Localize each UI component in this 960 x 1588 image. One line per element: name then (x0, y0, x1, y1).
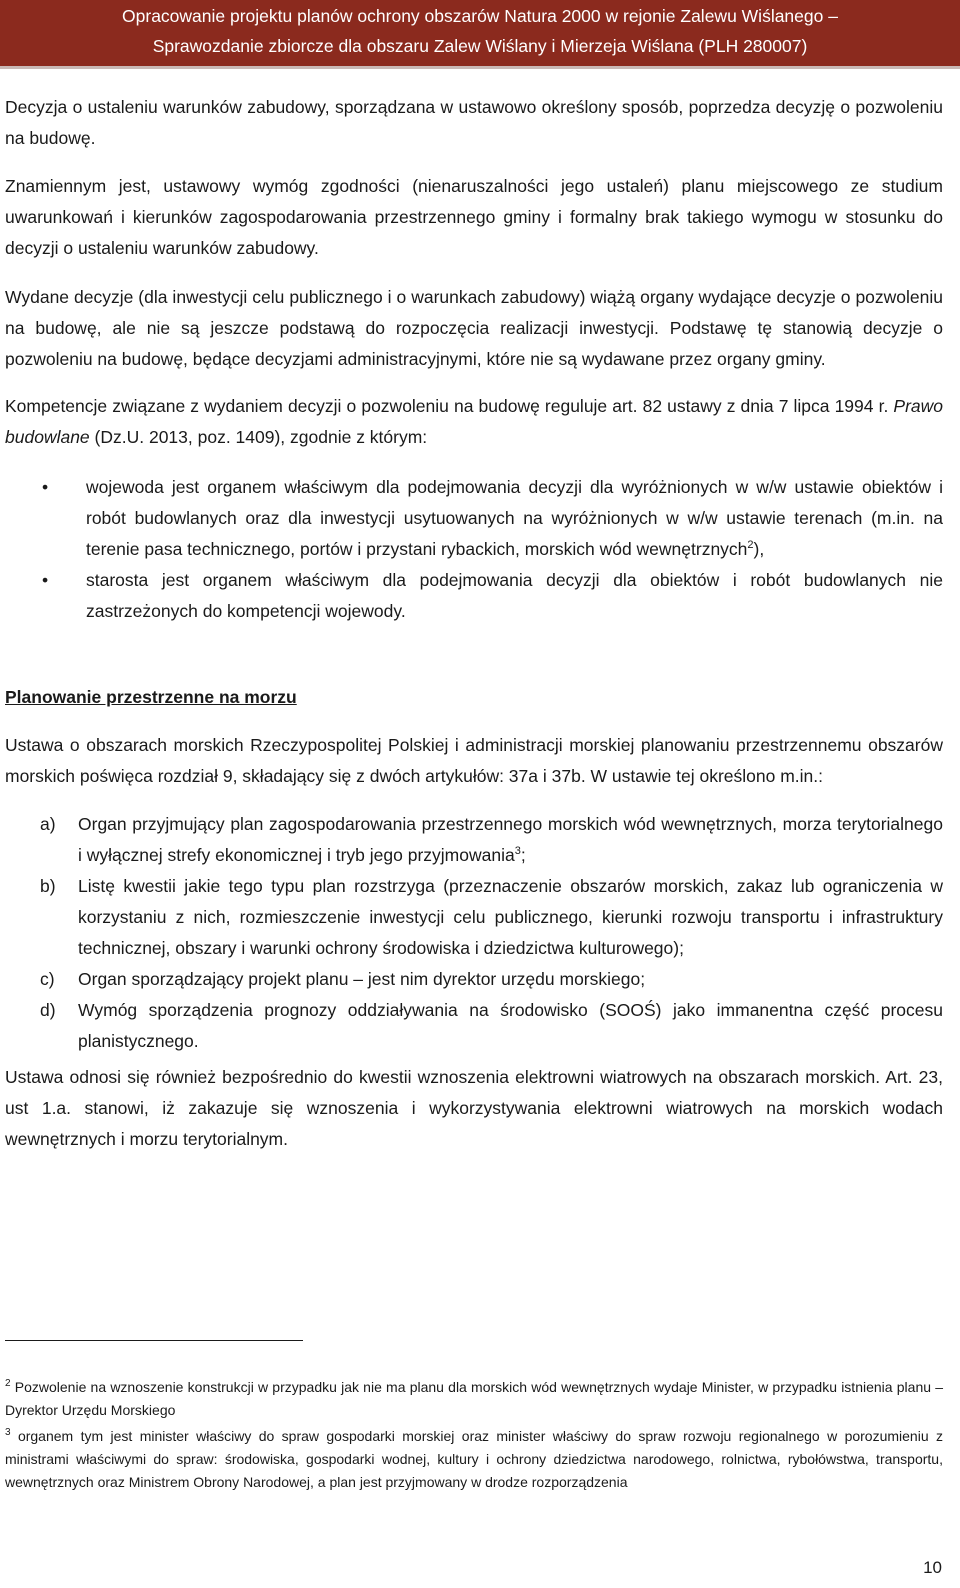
list-item (5, 871, 943, 964)
footnote-2 (5, 1376, 943, 1422)
paragraph-competences-ref: (Dz.U. 2013, poz. 1409), zgodnie z którym: (89, 427, 428, 447)
act-provisions-list (5, 809, 943, 1057)
footnote-text: organem tym jest minister właściwy do spraw gospodarki morskiej oraz minister właściwy do spraw rozwoju regionalnego w porozumieniu z ministrami właściwymi do spraw: środowiska, gospodarki wodnej, kultury i ochrony dziedzictwa narodowego, rolnictwa, rybołówstwa, transportu, wewnętrznych oraz Ministrem Obrony Narodowej, a plan jest przyjmowany w drodze rozporządzenia (5, 1428, 943, 1490)
footnotes (5, 1376, 943, 1494)
document-header (0, 0, 960, 66)
list-item-text: Wymóg sporządzenia prognozy oddziaływania na środowisko (SOOŚ) jako immanentna część procesu planistycznego. (78, 1000, 943, 1051)
list-marker: d) (40, 1000, 56, 1020)
document-body (5, 92, 943, 1155)
header-divider (0, 66, 960, 69)
footnote-number: 2 (5, 1378, 11, 1389)
list-item-voivode-text: wojewoda jest organem właściwym dla podejmowania decyzji dla wyróżnionych w w/w ustawie obiektów i robót budowlanych oraz dla inwestycji usytuowanych na wyróżnionych w w/w ustawie terenach (m.in. na terenie pasa technicznego, portów i przystani rybackich, morskich wód wewnętrznych (86, 477, 943, 559)
footnote-text: Pozwolenie na wznoszenie konstrukcji w przypadku jak nie ma planu dla morskich wód wewnętrznych wydaje Minister, w przypadku istnienia planu – Dyrektor Urzędu Morskiego (5, 1379, 943, 1418)
paragraph-maritime-act: Ustawa o obszarach morskich Rzeczypospolitej Polskiej i administracji morskiej planowaniu przestrzennemu obszarów morskich poświęca rozdział 9, składający się z dwóch artykułów: 37a i 37b. W ustawie tej określono m.in.: (5, 735, 943, 786)
law-title: Prawo budowlane (5, 396, 943, 447)
bullet-icon: • (42, 477, 49, 497)
list-item-voivode (5, 472, 943, 565)
section-heading: Planowanie przestrzenne na morzu (5, 687, 297, 707)
paragraph-wind-farms: Ustawa odnosi się również bezpośrednio do kwestii wznoszenia elektrowni wiatrowych na obszarach morskich. Art. 23, ust 1.a. stanowi, iż zakazuje się wznoszenia i wykorzystywania elektrowni wiatrowych na morskich wodach wewnętrznych i morzu terytorialnym. (5, 1067, 943, 1149)
competence-list (5, 472, 943, 627)
paragraph-decision-conditions: Decyzja o ustaleniu warunków zabudowy, sporządzana w ustawowo określony sposób, poprzedza decyzję o pozwoleniu na budowę. (5, 97, 943, 148)
list-item-text: Listę kwestii jakie tego typu plan rozstrzyga (przeznaczenie obszarów morskich, zakaz lub ograniczenia w korzystaniu z nich, rozmieszczenie inwestycji celu publicznego, kierunki rozwoju transportu i infrastruktury technicznej, obszary i warunki ochrony środowiska i dziedzictwa kulturowego); (78, 876, 943, 958)
paragraph-competences-text: Kompetencje związane z wydaniem decyzji o pozwoleniu na budowę reguluje art. 82 ustawy z dnia 7 lipca 1994 r. (5, 396, 894, 416)
list-item (5, 809, 943, 871)
footnote-number: 3 (5, 1427, 11, 1438)
list-marker: a) (40, 814, 56, 834)
footnote-3 (5, 1425, 943, 1494)
list-marker: c) (40, 969, 55, 989)
list-item-voivode-end: ), (753, 539, 765, 559)
footnote-ref-3[interactable]: 3 (514, 845, 521, 857)
list-item-starost-text: starosta jest organem właściwym dla podejmowania decyzji dla obiektów i robót budowlanych nie zastrzeżonych do kompetencji wojewody. (86, 570, 943, 621)
list-item (5, 964, 943, 995)
paragraph-study-requirement: Znamiennym jest, ustawowy wymóg zgodności (nienaruszalności jego ustaleń) planu miejscowego ze studium uwarunkowań i kierunków zagospodarowania przestrzennego gminy i formalny brak takiego wymogu w stosunku do decyzji o ustaleniu warunków zabudowy. (5, 176, 943, 258)
list-item-text: Organ przyjmujący plan zagospodarowania przestrzennego morskich wód wewnętrznych, morza terytorialnego i wyłącznej strefy ekonomicznej i tryb jego przyjmowania (78, 814, 943, 865)
header-title-line-2: Sprawozdanie zbiorcze dla obszaru Zalew Wiślany i Mierzeja Wiślana (PLH 280007) (152, 36, 808, 56)
footnote-ref-2[interactable]: 2 (747, 539, 754, 551)
paragraph-competences (5, 391, 943, 453)
list-marker: b) (40, 876, 56, 896)
list-item-text: Organ sporządzający projekt planu – jest nim dyrektor urzędu morskiego; (78, 969, 646, 989)
list-item-starost (5, 565, 943, 627)
page-number: 10 (923, 1558, 942, 1577)
list-item-end: ; (520, 845, 526, 865)
bullet-icon: • (42, 570, 49, 590)
header-title-line-1: Opracowanie projektu planów ochrony obszarów Natura 2000 w rejonie Zalewu Wiślanego – (122, 6, 838, 26)
list-item (5, 995, 943, 1057)
footnote-separator (5, 1340, 303, 1341)
paragraph-issued-decisions: Wydane decyzje (dla inwestycji celu publicznego i o warunkach zabudowy) wiążą organy wydające decyzje o pozwoleniu na budowę, ale nie są jeszcze podstawą do rozpoczęcia realizacji inwestycji. Podstawę tę stanowią decyzje o pozwoleniu na budowę, będące decyzjami administracyjnymi, które nie są wydawane przez organy gminy. (5, 287, 943, 369)
